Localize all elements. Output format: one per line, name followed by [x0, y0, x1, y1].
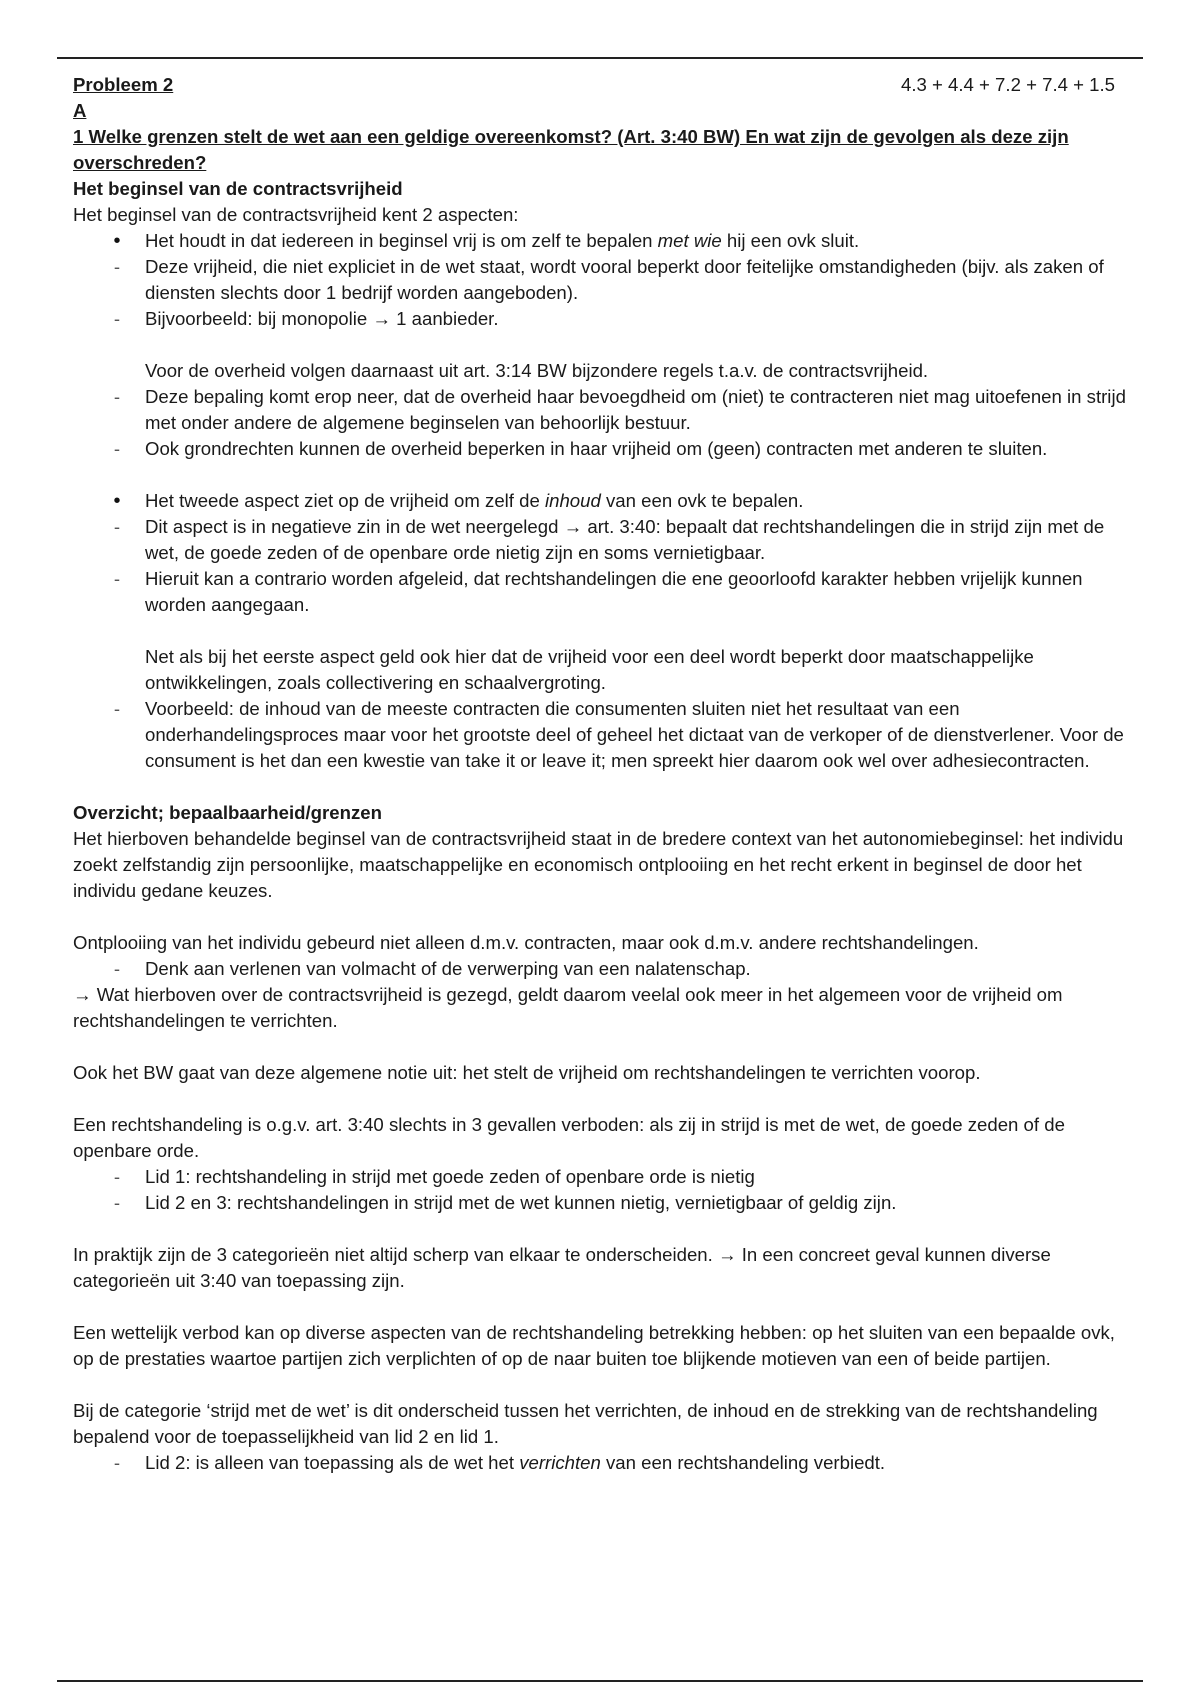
- dash-marker: -: [113, 256, 121, 277]
- problem-title: Probleem 2: [73, 74, 174, 95]
- bottom-rule: [57, 1680, 1143, 1682]
- dash-item: - Hieruit kan a contrario worden afgeleid, dat rechtshandelingen die ene geoorloofd karakter hebben vrijelijk kunnen worden aangegaan.: [73, 566, 1128, 618]
- dash-marker: -: [113, 698, 121, 719]
- bullet-marker: •: [113, 230, 121, 252]
- section-heading-contractsvrijheid: Het beginsel van de contractsvrijheid: [73, 178, 403, 199]
- section-label: A: [73, 100, 87, 121]
- paragraph: Een wettelijk verbod kan op diverse aspecten van de rechtshandeling betrekking hebben: op het sluiten van een bepaalde ovk, op de prestaties waartoe partijen zich verplichten of op de naar buiten toe blijkende motieven van een of beide partijen.: [73, 1322, 1115, 1369]
- bullet-item: • Het houdt in dat iedereen in beginsel vrij is om zelf te bepalen met wie hij een ovk sluit.: [73, 228, 1128, 254]
- paragraph: In praktijk zijn de 3 categorieën niet altijd scherp van elkaar te onderscheiden. → In een concreet geval kunnen diverse categorieën uit 3:40 van toepassing zijn.: [73, 1244, 1051, 1291]
- bullet-marker: •: [113, 490, 121, 512]
- dash-marker: -: [113, 958, 121, 979]
- dash-marker: -: [113, 1166, 121, 1187]
- indented-paragraph: Voor de overheid volgen daarnaast uit art. 3:14 BW bijzondere regels t.a.v. de contractsvrijheid.: [145, 360, 929, 381]
- dash-marker: -: [113, 438, 121, 459]
- dash-marker: -: [113, 1192, 121, 1213]
- dash-item: - Bijvoorbeeld: bij monopolie → 1 aanbieder.: [73, 306, 1128, 332]
- dash-item: - Lid 2: is alleen van toepassing als de wet het verrichten van een rechtshandeling verbiedt.: [73, 1450, 1128, 1476]
- dash-item: - Dit aspect is in negatieve zin in de wet neergelegd → art. 3:40: bepaalt dat rechtshandelingen die in strijd zijn met de wet, de goede zeden of de openbare orde nietig zijn en soms vernietigbaar.: [73, 514, 1128, 566]
- paragraph: Ontplooiing van het individu gebeurd niet alleen d.m.v. contracten, maar ook d.m.v. andere rechtshandelingen.: [73, 932, 979, 953]
- dash-item: - Lid 2 en 3: rechtshandelingen in strijd met de wet kunnen nietig, vernietigbaar of geldig zijn.: [73, 1190, 1128, 1216]
- score-line: 4.3 + 4.4 + 7.2 + 7.4 + 1.5: [900, 74, 1115, 95]
- paragraph: Een rechtshandeling is o.g.v. art. 3:40 slechts in 3 gevallen verboden: als zij in strijd is met de wet, de goede zeden of de openbare orde.: [73, 1114, 1065, 1161]
- dash-marker: -: [113, 568, 121, 589]
- section-heading-overzicht: Overzicht; bepaalbaarheid/grenzen: [73, 802, 382, 823]
- dash-item: - Voorbeeld: de inhoud van de meeste contracten die consumenten sluiten niet het resultaat van een onderhandelingsproces maar voor het grootste deel of geheel het dictaat van de verkoper of de dienstverlener. Voor de consument is het dan een kwestie van take it or leave it; men spreekt hier daarom ook wel over adhesiecontracten.: [73, 696, 1128, 774]
- dash-item: - Deze vrijheid, die niet expliciet in de wet staat, wordt vooral beperkt door feitelijke omstandigheden (bijv. als zaken of diensten slechts door 1 bedrijf worden aangeboden).: [73, 254, 1128, 306]
- dash-item: - Denk aan verlenen van volmacht of de verwerping van een nalatenschap.: [73, 956, 1128, 982]
- paragraph: Het beginsel van de contractsvrijheid kent 2 aspecten:: [73, 204, 519, 225]
- dash-marker: -: [113, 386, 121, 407]
- question-heading: 1 Welke grenzen stelt de wet aan een geldige overeenkomst? (Art. 3:40 BW) En wat zijn de gevolgen als deze zijn overschreden?: [73, 126, 1069, 173]
- header-row: [73, 72, 1128, 98]
- dash-marker: -: [113, 516, 121, 537]
- indented-paragraph: Net als bij het eerste aspect geld ook hier dat de vrijheid voor een deel wordt beperkt door maatschappelijke ontwikkelingen, zoals collectivering en schaalvergroting.: [145, 646, 1034, 693]
- paragraph: → Wat hierboven over de contractsvrijheid is gezegd, geldt daarom veelal ook meer in het algemeen voor de vrijheid om rechtshandelingen te verrichten.: [73, 984, 1063, 1031]
- paragraph: Het hierboven behandelde beginsel van de contractsvrijheid staat in de bredere context van het autonomiebeginsel: het individu zoekt zelfstandig zijn persoonlijke, maatschappelijke en economisch ontplooiing en het recht erkent in beginsel de door het individu gedane keuzes.: [73, 828, 1124, 901]
- paragraph: Bij de categorie ‘strijd met de wet’ is dit onderscheid tussen het verrichten, de inhoud en de strekking van de rechtshandeling bepalend voor de toepasselijkheid van lid 2 en lid 1.: [73, 1400, 1098, 1447]
- bullet-item: • Het tweede aspect ziet op de vrijheid om zelf de inhoud van een ovk te bepalen.: [73, 488, 1128, 514]
- dash-item: - Lid 1: rechtshandeling in strijd met goede zeden of openbare orde is nietig: [73, 1164, 1128, 1190]
- dash-item: - Ook grondrechten kunnen de overheid beperken in haar vrijheid om (geen) contracten met anderen te sluiten.: [73, 436, 1128, 462]
- paragraph: Ook het BW gaat van deze algemene notie uit: het stelt de vrijheid om rechtshandelingen te verrichten voorop.: [73, 1062, 981, 1083]
- dash-item: - Deze bepaling komt erop neer, dat de overheid haar bevoegdheid om (niet) te contracteren niet mag uitoefenen in strijd met onder andere de algemene beginselen van behoorlijk bestuur.: [73, 384, 1128, 436]
- dash-marker: -: [113, 308, 121, 329]
- dash-marker: -: [113, 1452, 121, 1473]
- document-body: [73, 72, 1128, 1476]
- top-rule: [57, 57, 1143, 59]
